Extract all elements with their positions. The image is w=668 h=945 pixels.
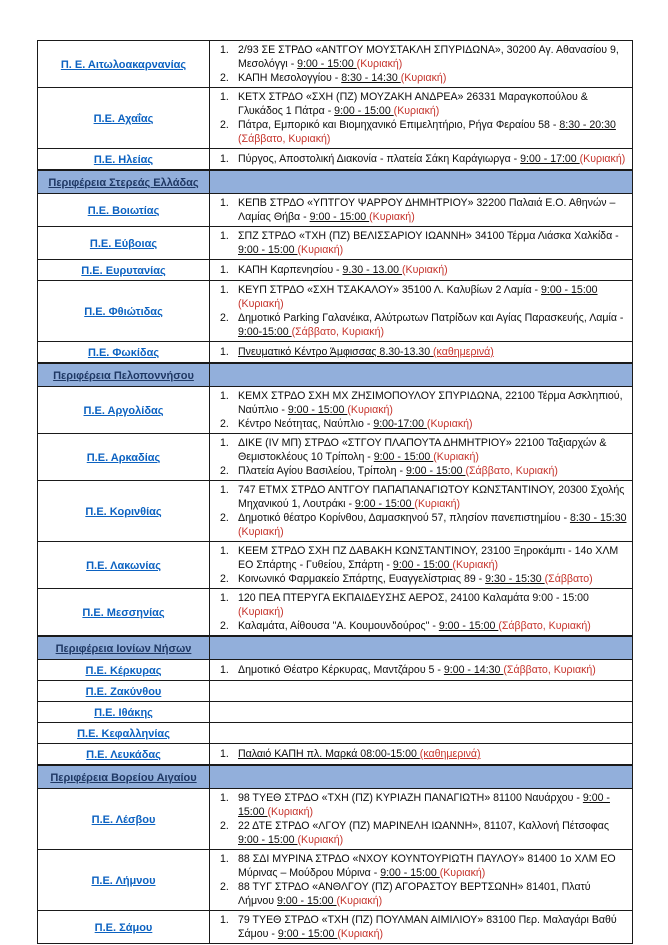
location-item [212, 544, 628, 572]
location-item [212, 819, 628, 847]
item-hours: 9:00 - 15:00 [277, 928, 338, 940]
item-hours: 9:00 - 14:30 [443, 664, 504, 676]
region-link[interactable]: Π.Ε. Λήμνου [91, 875, 156, 887]
region-name-cell [38, 542, 210, 589]
item-hours: 9:00 - 15:00 [392, 559, 453, 571]
locations-cell [210, 850, 633, 911]
item-days: (Κυριακή) [439, 867, 486, 879]
region-name-cell [38, 789, 210, 850]
item-text [238, 619, 628, 633]
item-text [238, 389, 628, 417]
item-number: 2. [220, 881, 229, 893]
region-link[interactable]: Π.Ε. Ζακύνθου [85, 686, 162, 698]
item-hours: 9:00 - 15:00 [438, 620, 499, 632]
item-days: (Κυριακή) [400, 72, 447, 84]
location-item [212, 619, 628, 633]
item-hours: 9:00 - 15:00 [380, 867, 440, 879]
region-row [38, 41, 633, 88]
locations-cell [210, 41, 633, 88]
item-location-text: 120 ΠΕΑ ΠΤΕΡΥΓΑ ΕΚΠΑΙΔΕΥΣΗΣ ΑΕΡΟΣ, 24100 Καλαμάτα 9:00 - 15:00 [238, 592, 589, 604]
location-item [212, 118, 628, 146]
location-item [212, 747, 628, 761]
section-title: Περιφέρεια Βορείου Αιγαίου [50, 772, 197, 784]
region-row [38, 681, 633, 702]
region-link[interactable]: Π.Ε. Λακωνίας [86, 560, 161, 572]
region-row [38, 149, 633, 171]
region-name-cell [38, 149, 210, 171]
locations-cell [210, 789, 633, 850]
region-row [38, 227, 633, 260]
item-number: 1. [220, 197, 229, 209]
locations-cell [210, 481, 633, 542]
item-number: 2. [220, 418, 229, 430]
region-row [38, 194, 633, 227]
item-hours: 9:00 - 15:00 [277, 895, 337, 907]
section-header-cell [38, 765, 210, 789]
item-number: 2. [220, 573, 229, 585]
section-spacer-cell [210, 765, 633, 789]
location-item [212, 389, 628, 417]
location-item [212, 152, 628, 166]
section-row [38, 765, 633, 789]
item-number: 1. [220, 592, 229, 604]
item-location-text: 22 ΔΤΕ ΣΤΡΔΟ «ΛΓΟΥ (ΠΖ) ΜΑΡΙΝΕΛΗ ΙΩΑΝΝΗ», 81107, Καλλονή Πέτσοφας [238, 820, 610, 832]
item-text [238, 572, 628, 586]
item-number: 2. [220, 465, 229, 477]
item-number: 1. [220, 91, 229, 103]
item-number: 2. [220, 312, 229, 324]
item-hours: 9:00 - 15:00 [238, 244, 298, 256]
region-link[interactable]: Π.Ε. Αργολίδας [83, 405, 164, 417]
item-text [238, 913, 628, 941]
region-row [38, 481, 633, 542]
item-days: (Κυριακή) [356, 58, 403, 70]
item-hours: 9:00 - 15:00 [354, 498, 415, 510]
section-header-cell [38, 170, 210, 194]
item-number: 1. [220, 748, 229, 760]
item-days: (Κυριακή) [369, 211, 415, 223]
location-item [212, 283, 628, 311]
section-header-cell [38, 636, 210, 660]
location-item [212, 436, 628, 464]
region-name-cell [38, 342, 210, 364]
item-number: 1. [220, 853, 229, 865]
item-number: 1. [220, 545, 229, 557]
region-link[interactable]: Π.Ε. Αχαΐας [93, 113, 154, 125]
item-location-text: Δημοτικό θέατρο Κορίνθου, Δαμασκηνού 57, πλησίον πανεπιστημίου - [238, 512, 570, 524]
item-hours: 9:00-15:00 [238, 326, 292, 338]
item-number: 2. [220, 72, 229, 84]
region-row [38, 850, 633, 911]
item-text [238, 483, 628, 511]
item-text [238, 311, 628, 339]
region-name-cell [38, 434, 210, 481]
item-hours: 9:00-17:00 [373, 418, 427, 430]
item-text [238, 591, 628, 619]
item-text [238, 464, 628, 478]
region-link[interactable]: Π.Ε. Ιθάκης [94, 707, 153, 719]
location-item [212, 311, 628, 339]
locations-cell [210, 149, 633, 171]
item-days: (Σάββατο, Κυριακή) [291, 326, 385, 338]
item-text [238, 880, 628, 908]
location-item [212, 43, 628, 71]
region-row [38, 744, 633, 766]
location-item [212, 417, 628, 431]
locations-cell [210, 227, 633, 260]
item-days: (Σάββατο) [544, 573, 593, 585]
region-link[interactable]: Π.Ε. Εύβοιας [89, 238, 158, 250]
region-name-cell [38, 281, 210, 342]
schedule-table [37, 40, 633, 944]
item-hours: 8:30 - 15:30 [569, 512, 627, 524]
item-text [238, 71, 628, 85]
item-text [238, 90, 628, 118]
item-text [238, 417, 628, 431]
item-location-text: 88 ΣΔΙ ΜΥΡΙΝΑ ΣΤΡΔΟ «ΝΧΟΥ ΚΟΥΝΤΟΥΡΙΩΤΗ ΠΑΥΛΟΥ» 81400 1ο ΧΛΜ ΕΟ Μύρινας – Μούδρου Μύρινα - [238, 853, 616, 879]
item-days: (Κυριακή) [337, 928, 383, 940]
region-name-cell [38, 723, 210, 744]
locations-cell [210, 681, 633, 702]
location-item [212, 511, 628, 539]
item-location-text: 98 ΤΥΕΘ ΣΤΡΔΟ «ΤΧΗ (ΠΖ) ΚΥΡΙΑΖΗ ΠΑΝΑΓΙΩΤΗ» 81100 Ναυάρχου - [238, 792, 583, 804]
item-location-text: 2/93 ΣΕ ΣΤΡΔΟ «ΑΝΤΓΟΥ ΜΟΥΣΤΑΚΛΗ ΣΠΥΡΙΔΩΝΑ», 30200 Αγ. Αθανασίου 9, Μεσολόγγι - [238, 44, 619, 70]
locations-cell [210, 281, 633, 342]
item-days: (Κυριακή) [336, 895, 383, 907]
item-text [238, 345, 628, 359]
item-number: 1. [220, 284, 229, 296]
region-name-cell [38, 481, 210, 542]
region-name-cell [38, 194, 210, 227]
item-days: (Κυριακή) [347, 404, 393, 416]
item-hours: 9.30 - 13.00 [342, 264, 403, 276]
item-number: 1. [220, 484, 229, 496]
item-number: 1. [220, 44, 229, 56]
item-days: (Κυριακή) [238, 298, 284, 310]
locations-cell [210, 542, 633, 589]
location-item [212, 90, 628, 118]
item-location-text: ΚΕΥΠ ΣΤΡΔΟ «ΣΧΗ ΤΣΑΚΑΛΟΥ» 35100 Λ. Καλυβίων 2 Λαμία - [238, 284, 541, 296]
item-text [238, 152, 628, 166]
item-number: 1. [220, 437, 229, 449]
item-days: (Κυριακή) [393, 105, 440, 117]
item-days: (Κυριακή) [414, 498, 461, 510]
item-location-text: Πύργος, Αποστολική Διακονία - πλατεία Σάκη Καράγιωργα - [238, 153, 521, 165]
location-item [212, 880, 628, 908]
item-hours: 9:00 - 15:00 [287, 404, 348, 416]
item-hours: 9:00 - 15:00 [373, 451, 434, 463]
region-row [38, 789, 633, 850]
item-days: (Κυριακή) [238, 526, 284, 538]
item-hours: Πνευματικό Κέντρο Άμφισσας 8.30-13.30 [238, 346, 434, 358]
item-location-text: Δημοτικό Parking Γαλανέικα, Αλύτρωτων Πατρίδων και Αγίας Παρασκευής, Λαμία - [238, 312, 624, 324]
locations-cell [210, 387, 633, 434]
region-link[interactable]: Π.Ε. Κεφαλληνίας [77, 728, 170, 740]
item-number: 1. [220, 346, 229, 358]
item-hours: 9:30 - 15:30 [485, 573, 545, 585]
item-location-text: ΚΑΠΗ Καρπενησίου - [238, 264, 343, 276]
item-number: 2. [220, 119, 229, 131]
region-link[interactable]: Π.Ε. Ευρυτανίας [81, 265, 166, 277]
location-item [212, 263, 628, 277]
item-number: 1. [220, 230, 229, 242]
locations-cell [210, 589, 633, 637]
section-row [38, 636, 633, 660]
item-text [238, 544, 628, 572]
item-location-text: ΚΕΠΒ ΣΤΡΔΟ «ΥΠΤΓΟΥ ΨΑΡΡΟΥ ΔΗΜΗΤΡΙΟΥ» 32200 Παλαιά Ε.Ο. Αθηνών – Λαμίας Θήβα - [238, 197, 616, 223]
location-item [212, 196, 628, 224]
item-location-text: ΚΕΕΜ ΣΤΡΔΟ ΣΧΗ ΠΖ ΔΑΒΑΚΗ ΚΩΝΣΤΑΝΤΙΝΟΥ, 23100 Ξηροκάμπι - 14ο ΧΛΜ ΕΟ Σπάρτης - Γυθείου, Σπάρτη - [238, 545, 619, 571]
location-item [212, 229, 628, 257]
item-text [238, 852, 628, 880]
item-text [238, 819, 628, 847]
item-location-text: ΔΙΚΕ (IV ΜΠ) ΣΤΡΔΟ «ΣΤΓΟΥ ΠΛΑΠΟΥΤΑ ΔΗΜΗΤΡΙΟΥ» 22100 Ταξιαρχών & Θεμιστοκλέους 10 Τρίπολη - [238, 437, 607, 463]
item-number: 1. [220, 664, 229, 676]
region-link[interactable]: Π.Ε. Βοιωτίας [87, 205, 160, 217]
region-link[interactable]: Π. Ε. Αιτωλοακαρνανίας [60, 59, 187, 71]
item-hours: 9:00 - 15:00 [238, 792, 610, 818]
item-text [238, 263, 628, 277]
locations-cell [210, 702, 633, 723]
item-days: (Κυριακή) [579, 153, 626, 165]
locations-cell [210, 744, 633, 766]
location-item [212, 345, 628, 359]
item-text [238, 791, 628, 819]
item-hours: 9:00 - 15:00 [238, 834, 298, 846]
region-name-cell [38, 702, 210, 723]
item-number: 1. [220, 792, 229, 804]
item-days: (Κυριακή) [452, 559, 499, 571]
item-hours: 8:30 - 20:30 [559, 119, 616, 131]
item-days: (Σάββατο, Κυριακή) [503, 664, 596, 676]
item-location-text: Δημοτικό Θέατρο Κέρκυρας, Μαντζάρου 5 - [238, 664, 444, 676]
region-row [38, 260, 633, 281]
region-link[interactable]: Π.Ε. Λευκάδας [86, 749, 161, 761]
item-text [238, 747, 628, 761]
location-item [212, 572, 628, 586]
region-name-cell [38, 88, 210, 149]
item-location-text: 88 ΤΥΓ ΣΤΡΔΟ «ΑΝΘΛΓΟΥ (ΠΖ) ΑΓΟΡΑΣΤΟΥ ΒΕΡΤΣΩΝΗ» 81401, Πλατύ Λήμνου [238, 881, 591, 907]
item-text [238, 196, 628, 224]
location-item [212, 913, 628, 941]
locations-cell [210, 434, 633, 481]
locations-cell [210, 723, 633, 744]
region-name-cell [38, 227, 210, 260]
item-number: 2. [220, 620, 229, 632]
item-text [238, 43, 628, 71]
item-text [238, 511, 628, 539]
item-number: 1. [220, 153, 229, 165]
section-spacer-cell [210, 363, 633, 387]
region-row [38, 342, 633, 364]
region-name-cell [38, 589, 210, 637]
item-days: (Κυριακή) [433, 451, 479, 463]
item-location-text: ΚΑΠΗ Μεσολογγίου - [238, 72, 342, 84]
region-name-cell [38, 387, 210, 434]
location-item [212, 71, 628, 85]
item-number: 1. [220, 264, 229, 276]
location-item [212, 464, 628, 478]
item-text [238, 283, 628, 311]
region-link[interactable]: Π.Ε. Κορινθίας [85, 506, 162, 518]
item-number: 2. [220, 512, 229, 524]
item-days: (Κυριακή) [297, 244, 344, 256]
location-item [212, 791, 628, 819]
item-number: 2. [220, 820, 229, 832]
location-item [212, 483, 628, 511]
item-text [238, 436, 628, 464]
locations-cell [210, 88, 633, 149]
region-row [38, 911, 633, 944]
location-item [212, 852, 628, 880]
region-row [38, 660, 633, 681]
region-row [38, 589, 633, 637]
region-row [38, 542, 633, 589]
region-link[interactable]: Π.Ε. Σάμου [94, 922, 153, 934]
region-row [38, 387, 633, 434]
section-header-cell [38, 363, 210, 387]
region-link[interactable]: Π.Ε. Ηλείας [93, 154, 154, 166]
item-text [238, 118, 628, 146]
location-item [212, 591, 628, 619]
item-location-text: Κέντρο Νεότητας, Ναύπλιο - [238, 418, 374, 430]
region-link[interactable]: Π.Ε. Κέρκυρας [85, 665, 162, 677]
region-link[interactable]: Π.Ε. Μεσσηνίας [82, 607, 165, 619]
item-hours: 9:00 - 15:00 [309, 211, 370, 223]
item-location-text: ΚΕΜΧ ΣΤΡΔΟ ΣΧΗ ΜΧ ΖΗΣΙΜΟΠΟΥΛΟΥ ΣΠΥΡΙΔΩΝΑ, 22100 Τέρμα Ασκληπιού, Ναύπλιο - [238, 390, 623, 416]
item-hours: Παλαιό ΚΑΠΗ πλ. Μαρκά 08:00-15:00 [238, 748, 420, 760]
item-number: 1. [220, 914, 229, 926]
locations-cell [210, 260, 633, 281]
region-link[interactable]: Π.Ε. Αρκαδίας [86, 452, 161, 464]
section-row [38, 363, 633, 387]
region-name-cell [38, 850, 210, 911]
item-text [238, 663, 628, 677]
item-location-text: Καλαμάτα, Αίθουσα "Α. Κουμουνδούρος" - [238, 620, 439, 632]
region-row [38, 723, 633, 744]
locations-cell [210, 194, 633, 227]
region-row [38, 702, 633, 723]
section-spacer-cell [210, 170, 633, 194]
item-location-text: 747 ΕΤΜΧ ΣΤΡΔΟ ΑΝΤΓΟΥ ΠΑΠΑΠΑΝΑΓΙΩΤΟΥ ΚΩΝΣΤΑΝΤΙΝΟΥ, 20300 Σχολής Μηχανικού 1, Λουτράκι - [238, 484, 625, 510]
region-name-cell [38, 744, 210, 766]
locations-cell [210, 342, 633, 364]
section-title: Περιφέρεια Στερεάς Ελλάδας [48, 177, 199, 189]
item-number: 1. [220, 390, 229, 402]
item-location-text: 79 ΤΥΕΘ ΣΤΡΔΟ «ΤΧΗ (ΠΖ) ΠΟΥΛΜΑΝ ΑΙΜΙΛΙΟΥ» 83100 Περ. Μαλαγάρι Βαθύ Σάμου - [238, 914, 617, 940]
item-days: (Κυριακή) [426, 418, 473, 430]
item-days: (καθημερινά) [419, 748, 481, 760]
item-hours: 9:00 - 15:00 [297, 58, 357, 70]
item-location-text: Πάτρα, Εμπορικό και Βιομηχανικό Επιμελητήριο, Ρήγα Φεραίου 58 - [238, 119, 560, 131]
locations-cell [210, 660, 633, 681]
region-row [38, 434, 633, 481]
item-text [238, 229, 628, 257]
item-days: (Κυριακή) [297, 834, 344, 846]
section-spacer-cell [210, 636, 633, 660]
region-name-cell [38, 41, 210, 88]
item-hours: 9:00 - 15:00 [541, 284, 598, 296]
item-hours: 9:00 - 15:00 [334, 105, 394, 117]
item-days: (Κυριακή) [402, 264, 448, 276]
item-days: (καθημερινά) [433, 346, 494, 358]
region-link[interactable]: Π.Ε. Λέσβου [91, 814, 156, 826]
region-row [38, 88, 633, 149]
item-location-text: ΚΕΤΧ ΣΤΡΔΟ «ΣΧΗ (ΠΖ) ΜΟΥΖΑΚΗ ΑΝΔΡΕΑ» 26331 Μαραγκοπούλου & Γλυκάδος 1 Πάτρα - [238, 91, 588, 117]
region-link[interactable]: Π.Ε. Φωκίδας [87, 347, 160, 359]
item-days: (Σάββατο, Κυριακή) [238, 133, 331, 145]
region-name-cell [38, 911, 210, 944]
region-name-cell [38, 681, 210, 702]
item-hours: 9:00 - 15:00 [405, 465, 466, 477]
item-days: (Κυριακή) [267, 806, 314, 818]
region-name-cell [38, 660, 210, 681]
region-link[interactable]: Π.Ε. Φθιώτιδας [84, 306, 163, 318]
item-hours: 8:30 - 14:30 [341, 72, 401, 84]
section-title: Περιφέρεια Πελοποννήσου [53, 370, 194, 382]
section-row [38, 170, 633, 194]
item-location-text: ΣΠΖ ΣΤΡΔΟ «ΤΧΗ (ΠΖ) ΒΕΛΙΣΣΑΡΙΟΥ ΙΩΑΝΝΗ» 34100 Τέρμα Λιάσκα Χαλκίδα - [238, 230, 619, 242]
item-days: (Κυριακή) [238, 606, 284, 618]
region-row [38, 281, 633, 342]
item-location-text: Πλατεία Αγίου Βασιλείου, Τρίπολη - [238, 465, 406, 477]
region-name-cell [38, 260, 210, 281]
item-hours: 9:00 - 17:00 [520, 153, 580, 165]
item-days: (Σάββατο, Κυριακή) [498, 620, 591, 632]
item-location-text: Κοινωνικό Φαρμακείο Σπάρτης, Ευαγγελίστριας 89 - [238, 573, 486, 585]
schedule-table-body [38, 41, 633, 944]
locations-cell [210, 911, 633, 944]
section-title: Περιφέρεια Ιονίων Νήσων [55, 643, 192, 655]
item-days: (Σάββατο, Κυριακή) [465, 465, 558, 477]
location-item [212, 663, 628, 677]
